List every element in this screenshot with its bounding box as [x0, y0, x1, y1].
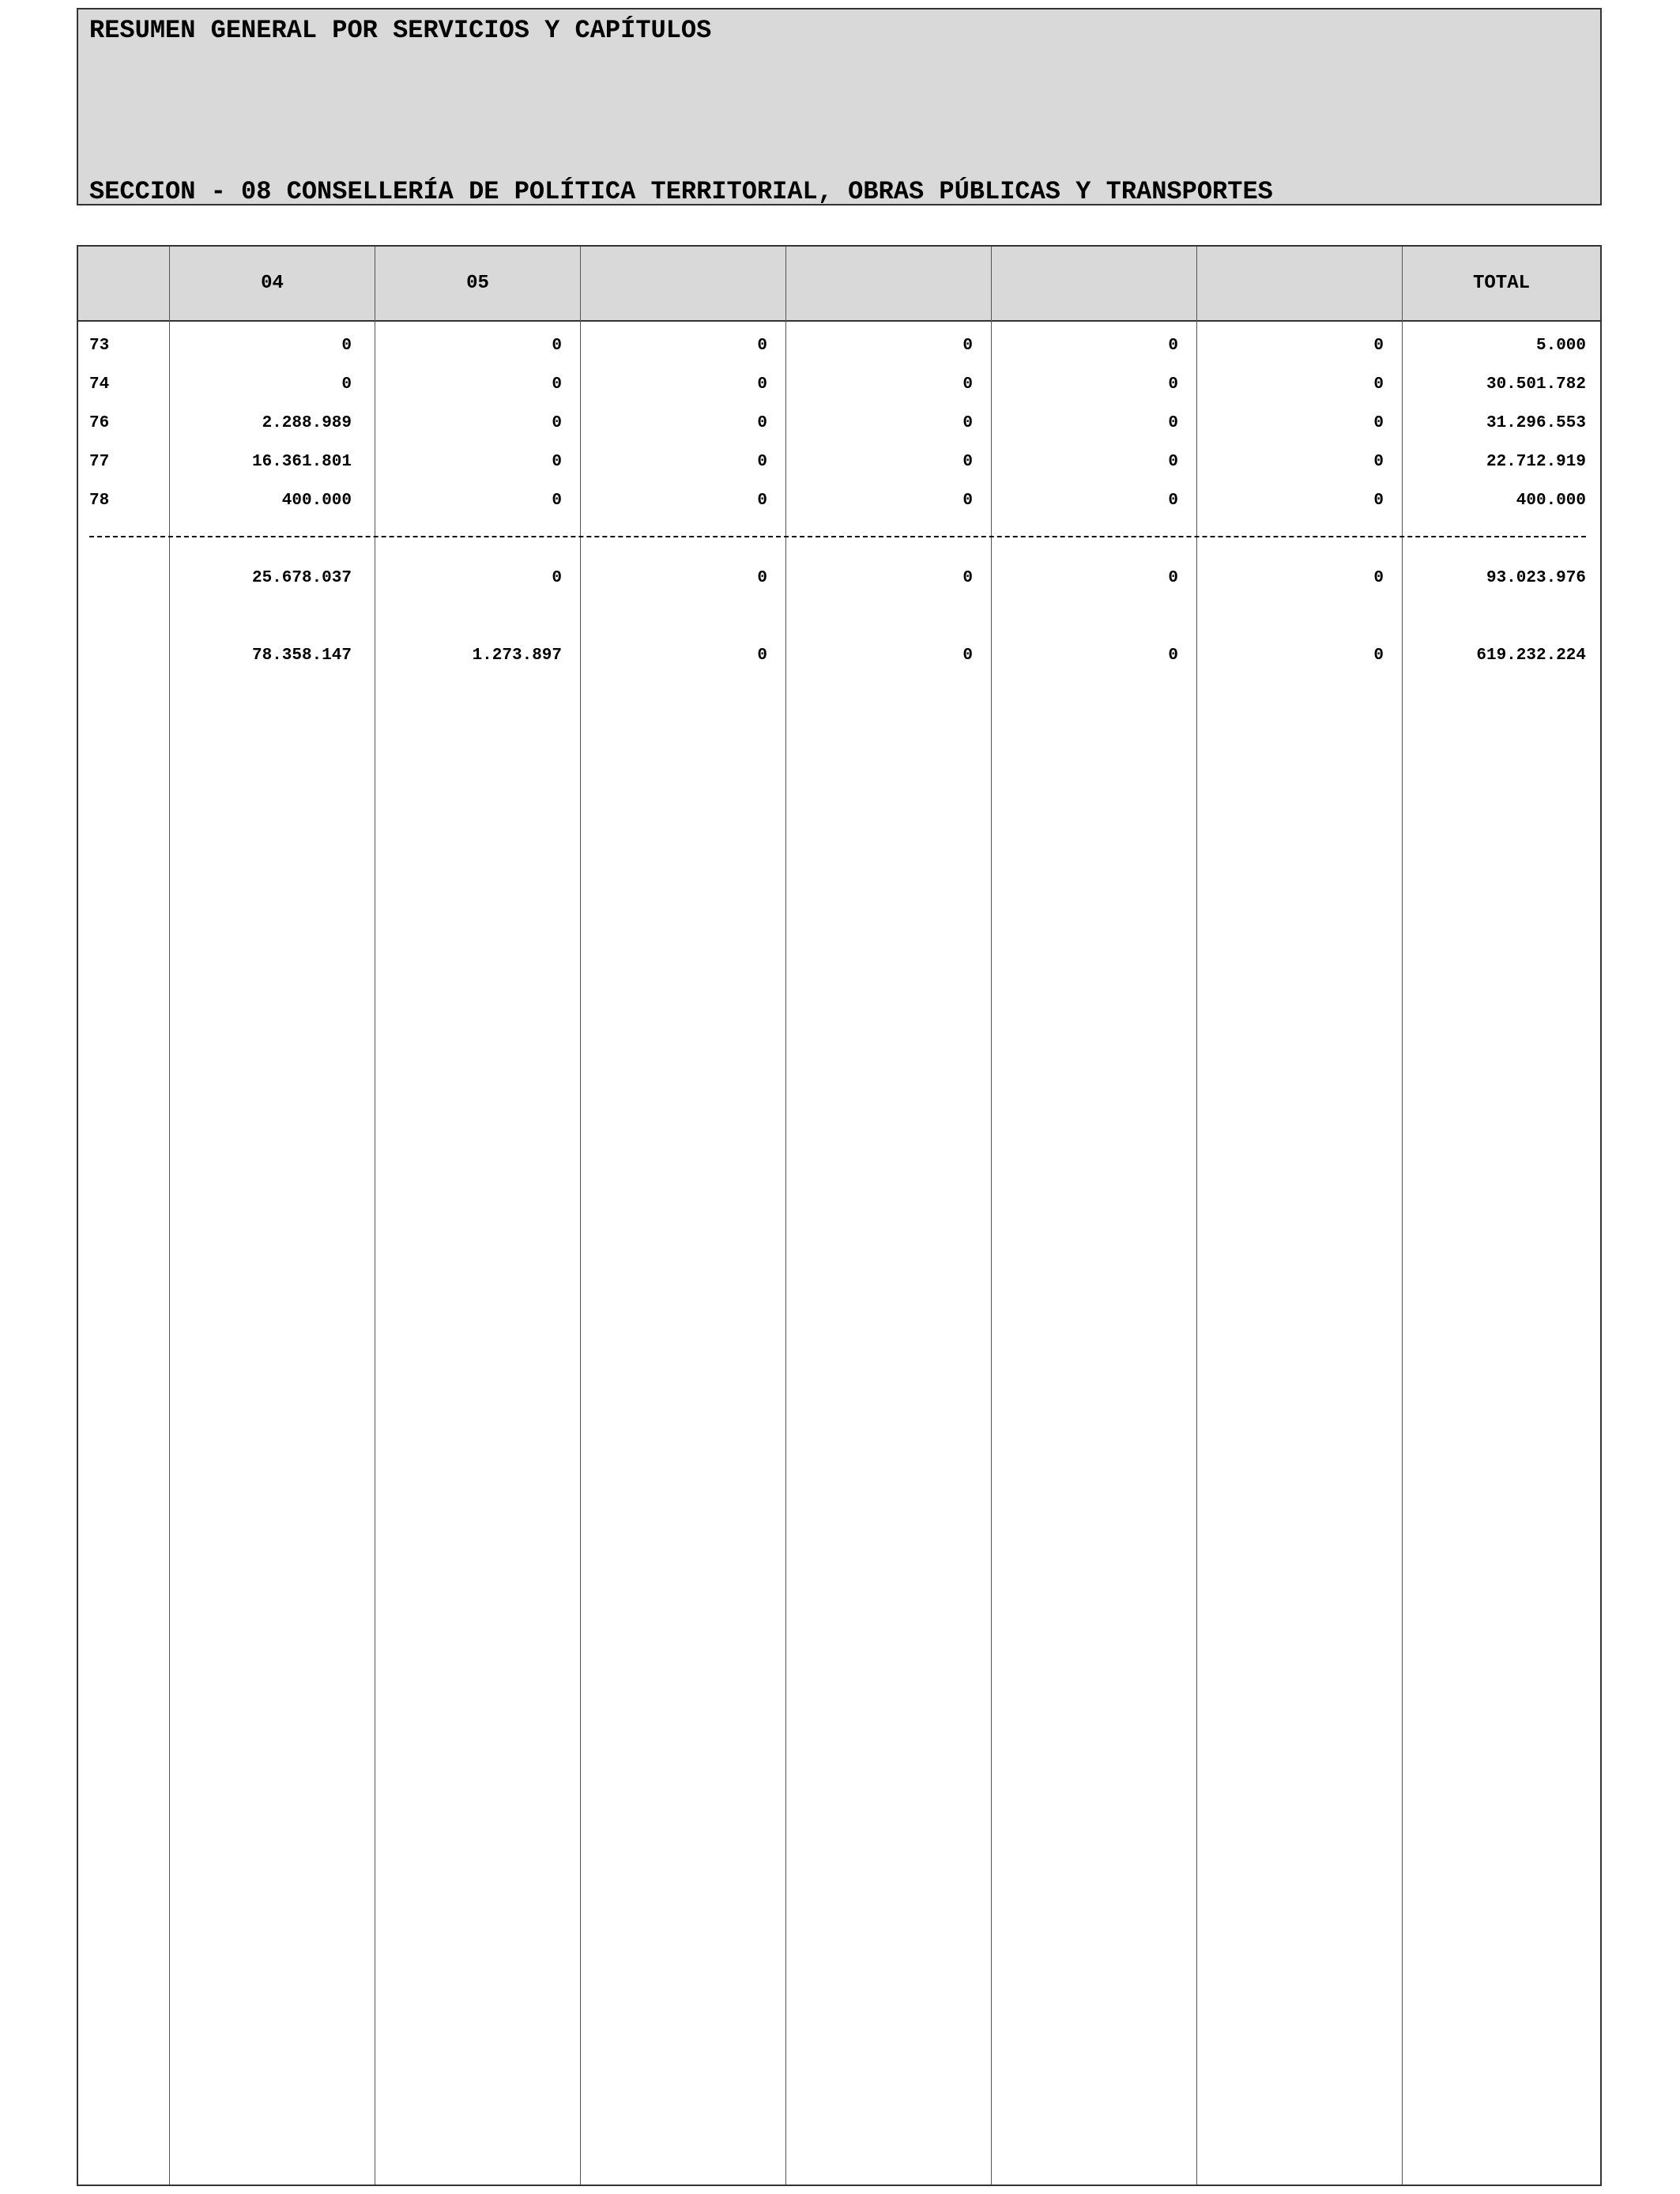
row-value: 0 — [552, 337, 562, 355]
row-value: 0 — [757, 453, 767, 471]
subtotal-total: 93.023.976 — [1486, 569, 1586, 587]
row-value: 0 — [552, 492, 562, 510]
header-cell-empty-4 — [1197, 247, 1402, 320]
row-value: 0 — [1373, 375, 1384, 394]
header-cell-empty-2 — [786, 247, 991, 320]
row-value: 0 — [962, 492, 973, 510]
grand-total-value: 78.358.147 — [251, 647, 352, 665]
row-value: 0 — [1168, 375, 1178, 394]
row-value: 400.000 — [281, 492, 352, 510]
row-value: 0 — [1168, 414, 1178, 432]
grand-total-row — [78, 642, 1600, 670]
table-row — [78, 332, 1600, 360]
row-value: 0 — [1373, 453, 1384, 471]
subtotal-value: 0 — [962, 569, 973, 587]
table-row — [78, 371, 1600, 399]
table-row — [78, 487, 1600, 515]
header-cell-04: 04 — [261, 273, 284, 294]
dashed-separator — [89, 536, 1586, 537]
row-code: 77 — [89, 453, 110, 471]
grand-total-value: 0 — [757, 647, 767, 665]
grand-total-value: 1.273.897 — [472, 647, 562, 665]
header-cell-05: 05 — [466, 273, 489, 294]
table-header-row — [78, 247, 1600, 322]
report-header — [77, 8, 1602, 205]
row-value: 0 — [1373, 337, 1384, 355]
subtotal-value: 0 — [1168, 569, 1178, 587]
report-title: RESUMEN GENERAL POR SERVICIOS Y CAPÍTULOS — [89, 16, 712, 45]
row-value: 0 — [757, 492, 767, 510]
header-cell-total: TOTAL — [1472, 273, 1530, 294]
summary-table — [77, 245, 1602, 2186]
row-value: 0 — [552, 453, 562, 471]
row-code: 73 — [89, 337, 110, 355]
row-total: 5.000 — [1535, 337, 1586, 355]
row-value: 0 — [757, 337, 767, 355]
row-total: 30.501.782 — [1486, 375, 1586, 394]
header-cell-empty-1 — [581, 247, 785, 320]
row-value: 0 — [1373, 414, 1384, 432]
subtotal-value: 0 — [552, 569, 562, 587]
table-row — [78, 409, 1600, 438]
row-value: 0 — [552, 375, 562, 394]
section-title: SECCION - 08 CONSELLERÍA DE POLÍTICA TERRITORIAL, OBRAS PÚBLICAS Y TRANSPORTES — [89, 177, 1273, 206]
header-cell-code — [78, 247, 169, 320]
row-value: 0 — [1168, 453, 1178, 471]
grand-total-total: 619.232.224 — [1476, 647, 1586, 665]
row-value: 0 — [757, 414, 767, 432]
subtotal-value: 25.678.037 — [251, 569, 352, 587]
row-total: 31.296.553 — [1486, 414, 1586, 432]
row-value: 0 — [962, 453, 973, 471]
row-total: 400.000 — [1516, 492, 1586, 510]
subtotal-value: 0 — [1373, 569, 1384, 587]
row-value: 0 — [552, 414, 562, 432]
grand-total-value: 0 — [962, 647, 973, 665]
subtotal-row — [78, 564, 1600, 593]
row-value: 0 — [757, 375, 767, 394]
row-code: 78 — [89, 492, 110, 510]
header-cell-empty-3 — [992, 247, 1196, 320]
row-value: 0 — [962, 337, 973, 355]
row-value: 0 — [1373, 492, 1384, 510]
row-code: 76 — [89, 414, 110, 432]
grand-total-value: 0 — [1373, 647, 1384, 665]
row-value: 2.288.989 — [262, 414, 352, 432]
row-code: 74 — [89, 375, 110, 394]
row-value: 0 — [962, 414, 973, 432]
row-value: 0 — [1168, 492, 1178, 510]
grand-total-value: 0 — [1168, 647, 1178, 665]
subtotal-value: 0 — [757, 569, 767, 587]
row-total: 22.712.919 — [1486, 453, 1586, 471]
row-value: 16.361.801 — [251, 453, 352, 471]
table-row — [78, 448, 1600, 477]
row-value: 0 — [341, 337, 352, 355]
row-value: 0 — [1168, 337, 1178, 355]
row-value: 0 — [341, 375, 352, 394]
row-value: 0 — [962, 375, 973, 394]
